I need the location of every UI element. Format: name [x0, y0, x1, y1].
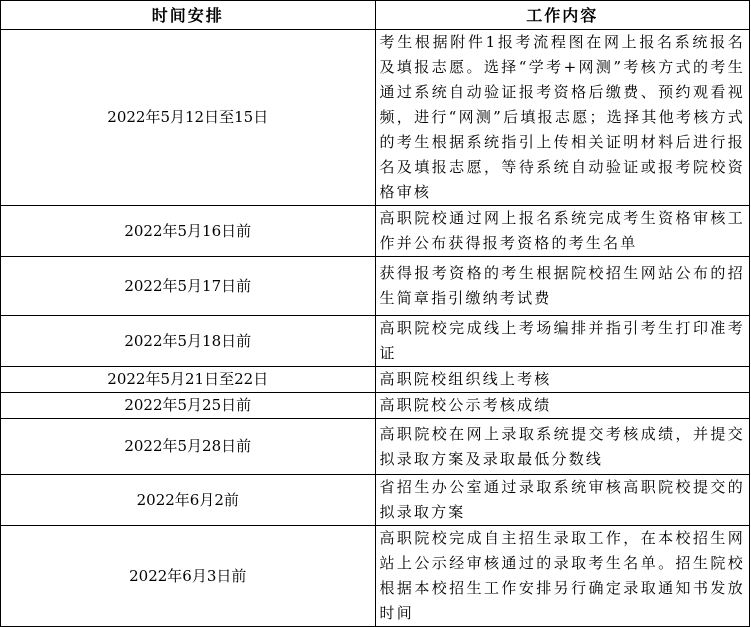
time-cell: 2022年6月3日前 [1, 526, 376, 627]
table-row [1, 367, 750, 393]
time-cell: 2022年6月2前 [1, 475, 376, 526]
header-time: 时间安排 [1, 1, 376, 30]
content-cell: 高职院校完成自主招生录取工作，在本校招生网站上公示经审核通过的录取考生名单。招生院校根据本校招生工作安排另行确定录取通知书发放时间 [375, 526, 750, 627]
content-cell: 高职院校组织线上考核 [375, 367, 750, 393]
time-cell: 2022年5月17日前 [1, 257, 376, 316]
table-row [1, 393, 750, 419]
table-row [1, 257, 750, 316]
table-row [1, 475, 750, 526]
table-row [1, 316, 750, 367]
table-row [1, 526, 750, 627]
time-cell: 2022年5月12日至15日 [1, 30, 376, 206]
time-cell: 2022年5月25日前 [1, 393, 376, 419]
time-cell: 2022年5月16日前 [1, 206, 376, 257]
time-cell: 2022年5月21日至22日 [1, 367, 376, 393]
time-cell: 2022年5月28日前 [1, 419, 376, 475]
content-cell: 考生根据附件1报考流程图在网上报名系统报名及填报志愿。选择“学考+网测”考核方式的考生通过系统自动验证报考资格后缴费、预约观看视频，进行“网测”后填报志愿；选择其他考核方式的考生根据系统指引上传相关证明材料后进行报名及填报志愿，等待系统自动验证或报考院校资格审核 [375, 30, 750, 206]
table-row [1, 206, 750, 257]
time-cell: 2022年5月18日前 [1, 316, 376, 367]
header-content: 工作内容 [375, 1, 750, 30]
content-cell: 高职院校在网上录取系统提交考核成绩，并提交拟录取方案及录取最低分数线 [375, 419, 750, 475]
header-row [1, 1, 750, 30]
table-row [1, 30, 750, 206]
content-cell: 省招生办公室通过录取系统审核高职院校提交的拟录取方案 [375, 475, 750, 526]
content-cell: 高职院校公示考核成绩 [375, 393, 750, 419]
content-cell: 高职院校完成线上考场编排并指引考生打印准考证 [375, 316, 750, 367]
content-cell: 高职院校通过网上报名系统完成考生资格审核工作并公布获得报考资格的考生名单 [375, 206, 750, 257]
content-cell: 获得报考资格的考生根据院校招生网站公布的招生简章指引缴纳考试费 [375, 257, 750, 316]
table-row [1, 419, 750, 475]
